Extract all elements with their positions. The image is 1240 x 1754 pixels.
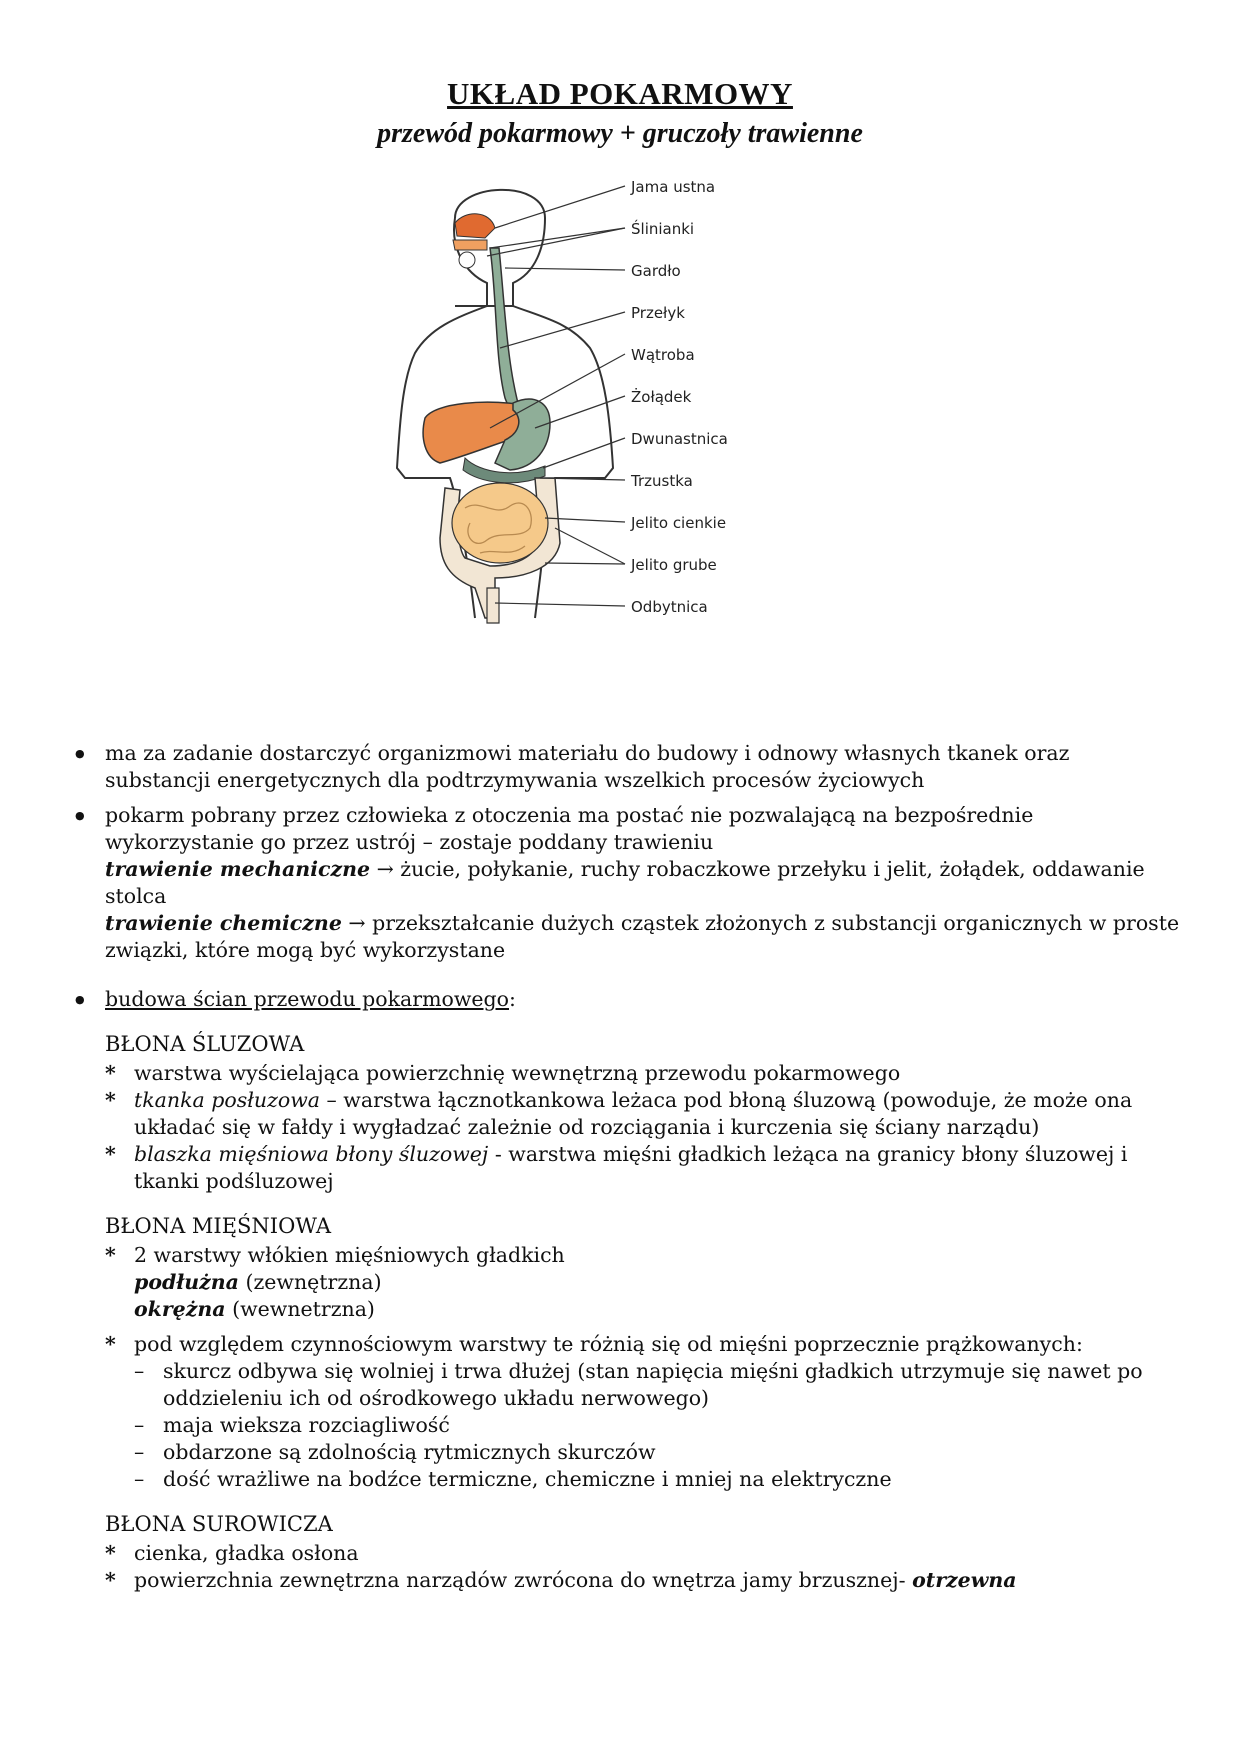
asterisk-icon: * bbox=[105, 1061, 116, 1085]
label-jelito-cienkie: Jelito cienkie bbox=[631, 514, 727, 532]
chemical-digestion bbox=[70, 910, 1180, 964]
miesniowa-item-2-text: pod względem czynnościowym warstwy te różnią się od mięśni poprzecznie prążkowanych: bbox=[134, 1332, 1083, 1356]
document-body bbox=[70, 740, 1180, 1594]
bullet-purpose-text: ma za zadanie dostarczyć organizmowi materiału do budowy i odnowy własnych tkanek oraz substancji energetycznych dla podtrzymywania wszelkich procesów życiowych bbox=[105, 741, 1070, 792]
label-trzustka: Trzustka bbox=[631, 472, 693, 490]
label-jama-ustna: Jama ustna bbox=[631, 178, 716, 196]
bullet-wall-structure bbox=[70, 986, 1180, 1013]
asterisk-icon: * bbox=[105, 1332, 116, 1356]
chemical-text: → przekształcanie dużych cząstek złożonych z substancji organicznych w proste związki, które mogą być wykorzystane bbox=[105, 911, 1180, 962]
label-odbytnica: Odbytnica bbox=[631, 598, 708, 616]
bullet-purpose bbox=[70, 740, 1180, 794]
sluzowa-item-2 bbox=[70, 1087, 1180, 1141]
label-jelito-grube: Jelito grube bbox=[631, 556, 717, 574]
wall-structure-text: budowa ścian przewodu pokarmowego bbox=[105, 987, 509, 1011]
label-przelyk: Przełyk bbox=[631, 304, 685, 322]
sluzowa-item-2-text: – warstwa łącznotkankowa leżaca pod błoną śluzową (powoduje, że może ona układać się w fałdy i wygładzać zależnie od rozciągania i kurczenia się ściany narządu) bbox=[134, 1088, 1133, 1139]
dash-item-4 bbox=[70, 1466, 1180, 1493]
heading-miesniowa: BŁONA MIĘŚNIOWA bbox=[105, 1214, 332, 1238]
asterisk-icon: * bbox=[105, 1568, 116, 1592]
page-title: UKŁAD POKARMOWY bbox=[447, 76, 793, 111]
sluzowa-item-2-term: tkanka posłuzowa bbox=[134, 1088, 320, 1112]
heading-sluzowa: BŁONA ŚLUZOWA bbox=[105, 1032, 305, 1056]
sluzowa-item-1 bbox=[70, 1060, 1180, 1087]
heading-surowicza: BŁONA SUROWICZA bbox=[105, 1512, 333, 1536]
digestive-system-diagram bbox=[395, 178, 835, 698]
dash-icon: – bbox=[134, 1359, 145, 1383]
bullet-digestion bbox=[70, 802, 1180, 856]
label-dwunastnica: Dwunastnica bbox=[631, 430, 728, 448]
dash-icon: – bbox=[134, 1413, 145, 1437]
chemical-term: trawienie chemiczne bbox=[105, 911, 342, 935]
label-slinianki: Ślinianki bbox=[631, 220, 695, 238]
surowicza-item-2-text: powierzchnia zewnętrzna narządów zwrócona do wnętrza jamy brzusznej- bbox=[134, 1568, 906, 1592]
asterisk-icon: * bbox=[105, 1088, 116, 1112]
sluzowa-item-3-text: - warstwa mięśni gładkich leżąca na granicy błony śluzowej i tkanki podśluzowej bbox=[134, 1142, 1128, 1193]
dash-icon: – bbox=[134, 1440, 145, 1464]
surowicza-item-2-term: otrzewna bbox=[912, 1568, 1017, 1592]
miesniowa-item-1 bbox=[70, 1242, 1180, 1269]
dash-item-1 bbox=[70, 1358, 1180, 1412]
layer-longitudinal-term: podłużna bbox=[134, 1270, 239, 1294]
label-gardlo: Gardło bbox=[631, 262, 681, 280]
miesniowa-item-1-text: 2 warstwy włókien mięśniowych gładkich bbox=[134, 1243, 565, 1267]
mechanical-digestion bbox=[70, 856, 1180, 910]
wall-structure-colon: : bbox=[509, 987, 516, 1011]
digestive-system-illustration bbox=[395, 178, 835, 698]
page-subtitle: przewód pokarmowy + gruczoły trawienne bbox=[377, 118, 863, 149]
bullet-digestion-text: pokarm pobrany przez człowieka z otoczenia ma postać nie pozwalającą na bezpośrednie wykorzystanie go przez ustrój – zostaje poddany trawieniu bbox=[105, 803, 1034, 854]
layer-longitudinal-text: (zewnętrzna) bbox=[245, 1270, 382, 1294]
salivary-shape bbox=[453, 240, 487, 250]
salivary-gland bbox=[459, 252, 475, 268]
dash-item-3 bbox=[70, 1439, 1180, 1466]
mouth-shape bbox=[455, 214, 495, 238]
label-zoladek: Żołądek bbox=[631, 388, 692, 406]
sluzowa-item-1-text: warstwa wyścielająca powierzchnię wewnętrzną przewodu pokarmowego bbox=[134, 1061, 901, 1085]
dash-item-4-text: dość wrażliwe na bodźce termiczne, chemiczne i mniej na elektryczne bbox=[163, 1467, 892, 1491]
asterisk-icon: * bbox=[105, 1243, 116, 1267]
dash-item-2 bbox=[70, 1412, 1180, 1439]
esophagus-shape bbox=[490, 248, 521, 418]
layer-circular-term: okrężna bbox=[134, 1297, 226, 1321]
mechanical-term: trawienie mechaniczne bbox=[105, 857, 371, 881]
surowicza-item-2 bbox=[70, 1567, 1180, 1594]
miesniowa-item-2 bbox=[70, 1331, 1180, 1358]
surowicza-item-1 bbox=[70, 1540, 1180, 1567]
layer-longitudinal bbox=[70, 1269, 1180, 1296]
rectum-shape bbox=[487, 588, 499, 623]
layer-circular bbox=[70, 1296, 1180, 1323]
layer-circular-text: (wewnetrzna) bbox=[232, 1297, 375, 1321]
asterisk-icon: * bbox=[105, 1142, 116, 1166]
sluzowa-item-3-term: blaszka mięśniowa błony śluzowej bbox=[134, 1142, 489, 1166]
dash-item-3-text: obdarzone są zdolnością rytmicznych skurczów bbox=[163, 1440, 656, 1464]
sluzowa-item-3 bbox=[70, 1141, 1180, 1195]
asterisk-icon: * bbox=[105, 1541, 116, 1565]
label-watroba: Wątroba bbox=[631, 346, 695, 364]
mechanical-text: → żucie, połykanie, ruchy robaczkowe przełyku i jelit, żołądek, oddawanie stolca bbox=[105, 857, 1145, 908]
dash-item-2-text: maja wieksza rozciagliwość bbox=[163, 1413, 450, 1437]
dash-item-1-text: skurcz odbywa się wolniej i trwa dłużej (stan napięcia mięśni gładkich utrzymuje się nawet po oddzieleniu ich od ośrodkowego układu nerwowego) bbox=[163, 1359, 1143, 1410]
small-intestine-shape bbox=[452, 483, 548, 563]
dash-icon: – bbox=[134, 1467, 145, 1491]
surowicza-item-1-text: cienka, gładka osłona bbox=[134, 1541, 359, 1565]
